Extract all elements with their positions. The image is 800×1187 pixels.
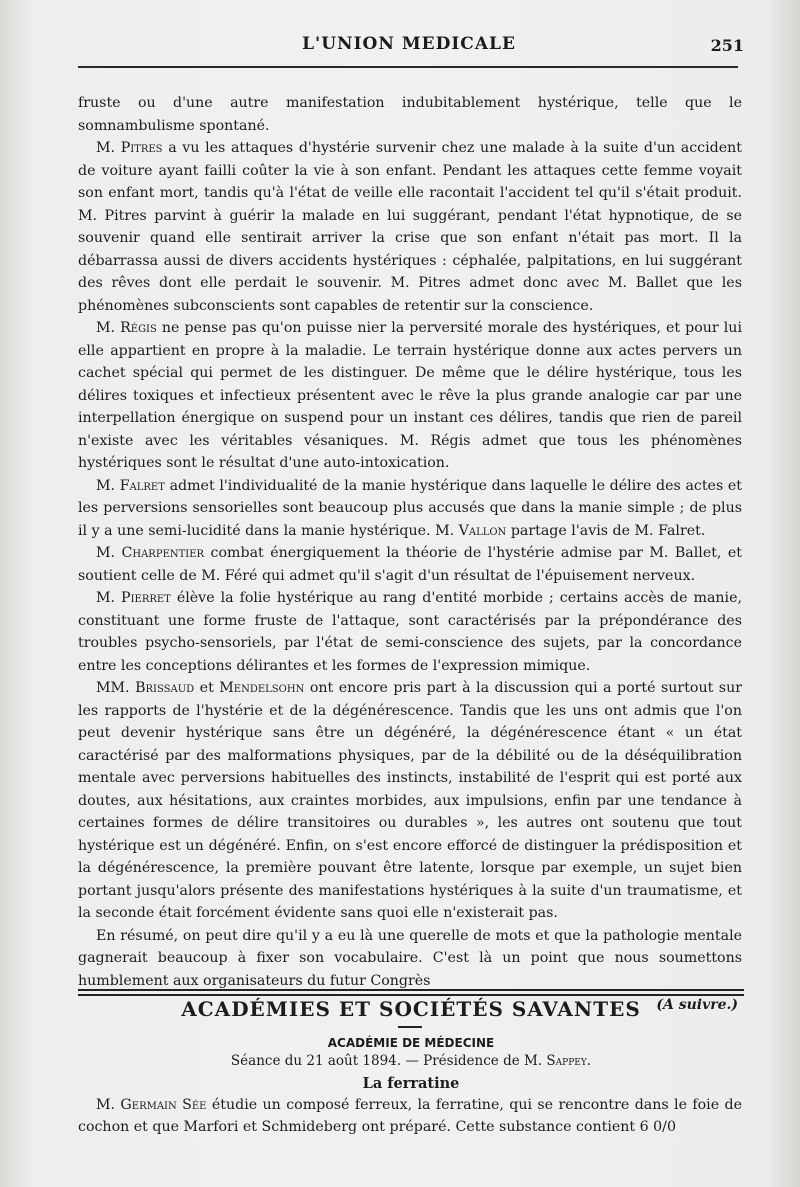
paragraph-regis: [78, 317, 742, 475]
paragraph-brissaud-mendelsohn: [78, 677, 742, 925]
paragraph-text: élève la folie hystérique au rang d'entité morbide ; certains accès de manie, constituant une forme fruste de l'attaque, sont caractérisés par la prépondérance des troubles psycho-sensoriels, par l'état de semi-conscience des sujets, par la concordance entre les conceptions délirantes et les formes de l'expression mimique.: [78, 590, 742, 674]
author-name: Brissaud: [135, 680, 195, 696]
section-title: ACADÉMIES ET SOCIÉTÉS SAVANTES: [181, 997, 641, 1021]
academy-heading: ACADÉMIE DE MÉDECINE: [327, 1036, 495, 1050]
paragraph-text: combat énergiquement la théorie de l'hystérie admise par M. Ballet, et soutient celle de M. Féré qui admet qu'il s'agit d'un résultat de l'épuisement nerveux.: [78, 545, 742, 584]
paragraph-text: étudie un composé ferreux, la ferratine, qui se rencontre dans le foie de cochon et que Marfori et Schmideberg ont préparé. Cette substance contient 6 0/0: [78, 1097, 742, 1135]
section-short-rule: [398, 1026, 422, 1028]
section-double-rule: [78, 989, 744, 996]
to-be-continued: (A suivre.): [656, 997, 738, 1013]
paragraph-text: partage l'avis de M. Falret.: [506, 522, 706, 539]
paragraph-text: ont encore pris part à la discussion qui a porté surtout sur les rapports de l'hystérie et de la dégénérescence. Tandis que les uns ont admis que l'on peut devenir hystérique sans être un dégénéré, la dégénérescence étant « un état caractérisé par des malformations physiques, par de la débilité ou de la déséquilibration mentale avec perversions habituelles des instincts, instabilité de l'esprit qui est porté aux doutes, aux hésitations, aux craintes morbides, aux impulsions, enfin par une tendance à certaines formes de délire transitoires ou durables », les autres ont soutenu que tout hystérique est un dégénéré. Enfin, on s'est encore efforcé de distinguer la prédisposition et la dégénérescence, la première pouvant être latente, lorsque par exemple, un sujet bien portant jusqu'alors présente des manifestations hystériques à la suite d'un traumatisme, et la seconde était forcément évidente sans quoi elle n'existerait pas.: [78, 680, 742, 921]
seance-end: .: [586, 1053, 592, 1069]
paragraph-pierret: [78, 587, 742, 677]
president-name: Sappey: [546, 1053, 587, 1069]
paragraph-conjunction: et: [194, 680, 220, 696]
author-name: M. Régis: [96, 320, 157, 336]
seance-line: [78, 1053, 744, 1069]
paragraph-0: fruste ou d'une autre manifestation indubitablement hystérique, telle que le somnambulisme spontané.: [78, 95, 742, 134]
paragraph-pitres: [78, 137, 742, 317]
author-name: M. Germain Sée: [96, 1097, 207, 1113]
author-name: M. Pierret: [96, 590, 171, 606]
author-name: M. Charpentier: [96, 545, 205, 561]
article-body: [78, 92, 742, 1017]
journal-title: L'UNION MEDICALE: [302, 34, 516, 54]
running-head: [78, 34, 744, 58]
author-name: M. Pitres: [96, 140, 163, 156]
paragraph-text: ne pense pas qu'on puisse nier la perversité morale des hystériques, et pour lui elle appartient en propre à la maladie. Le terrain hystérique donne aux actes pervers un cachet spécial qui permet de les distinguer. De même que le délire hystérique, tous les délires toxiques et infectieux présentent avec le rêve la plus grande analogie car par une interpellation énergique on suspend pour un instant ces délires, tandis que rien de pareil n'existe avec les véritables vésaniques. M. Régis admet que tous les phénomènes hystériques sont le résultat d'une auto-intoxication.: [78, 320, 742, 471]
paragraph-text: a vu les attaques d'hystérie survenir chez une malade à la suite d'un accident de voiture ayant failli coûter la vie à son enfant. Pendant les attaques cette femme voyait son enfant mort, tandis qu'à l'état de veille elle racontait l'accident tel qu'il s'était produit. M. Pitres parvint à guérir la malade en lui suggérant, pendant l'état hypnotique, de se souvenir quand elle sentirait arriver la crise que son enfant n'était pas mort. Il la débarrassa aussi de divers accidents hystériques : céphalée, palpitations, en lui suggérant des rêves dont elle perdait le souvenir. M. Pitres admet donc avec M. Ballet que les phénomènes subconscients sont capables de retentir sur la conscience.: [78, 140, 742, 314]
paragraph-text: admet l'individualité de la manie hystérique dans laquelle le délire des actes et les perversions sensorielles sont beaucoup plus accusés que dans la manie simple ; de plus il y a une semi-lucidité dans la manie hystérique.: [78, 477, 742, 539]
paragraph-resume: En résumé, on peut dire qu'il y a eu là une querelle de mots et que la pathologie mentale gagnerait beaucoup à fixer son vocabulaire. C'est là un point que nous soumettons humblement aux organisateurs du futur Congrès: [78, 927, 742, 989]
subsection-title: La ferratine: [362, 1075, 460, 1092]
paragraph-charpentier: [78, 542, 742, 587]
author-name: M. Falret: [96, 477, 165, 494]
paragraph-falret: [78, 475, 742, 543]
seance-text: Séance du 21 août 1894. — Présidence de M.: [230, 1053, 547, 1069]
header-rule: [78, 66, 738, 68]
paragraph-germain-see: [78, 1094, 742, 1138]
author-name: Mendelsohn: [219, 680, 305, 696]
paragraph-prefix: MM.: [96, 680, 136, 696]
section-body: [78, 1094, 742, 1138]
author-name: M. Vallon: [435, 522, 507, 539]
page-number: 251: [710, 36, 744, 55]
